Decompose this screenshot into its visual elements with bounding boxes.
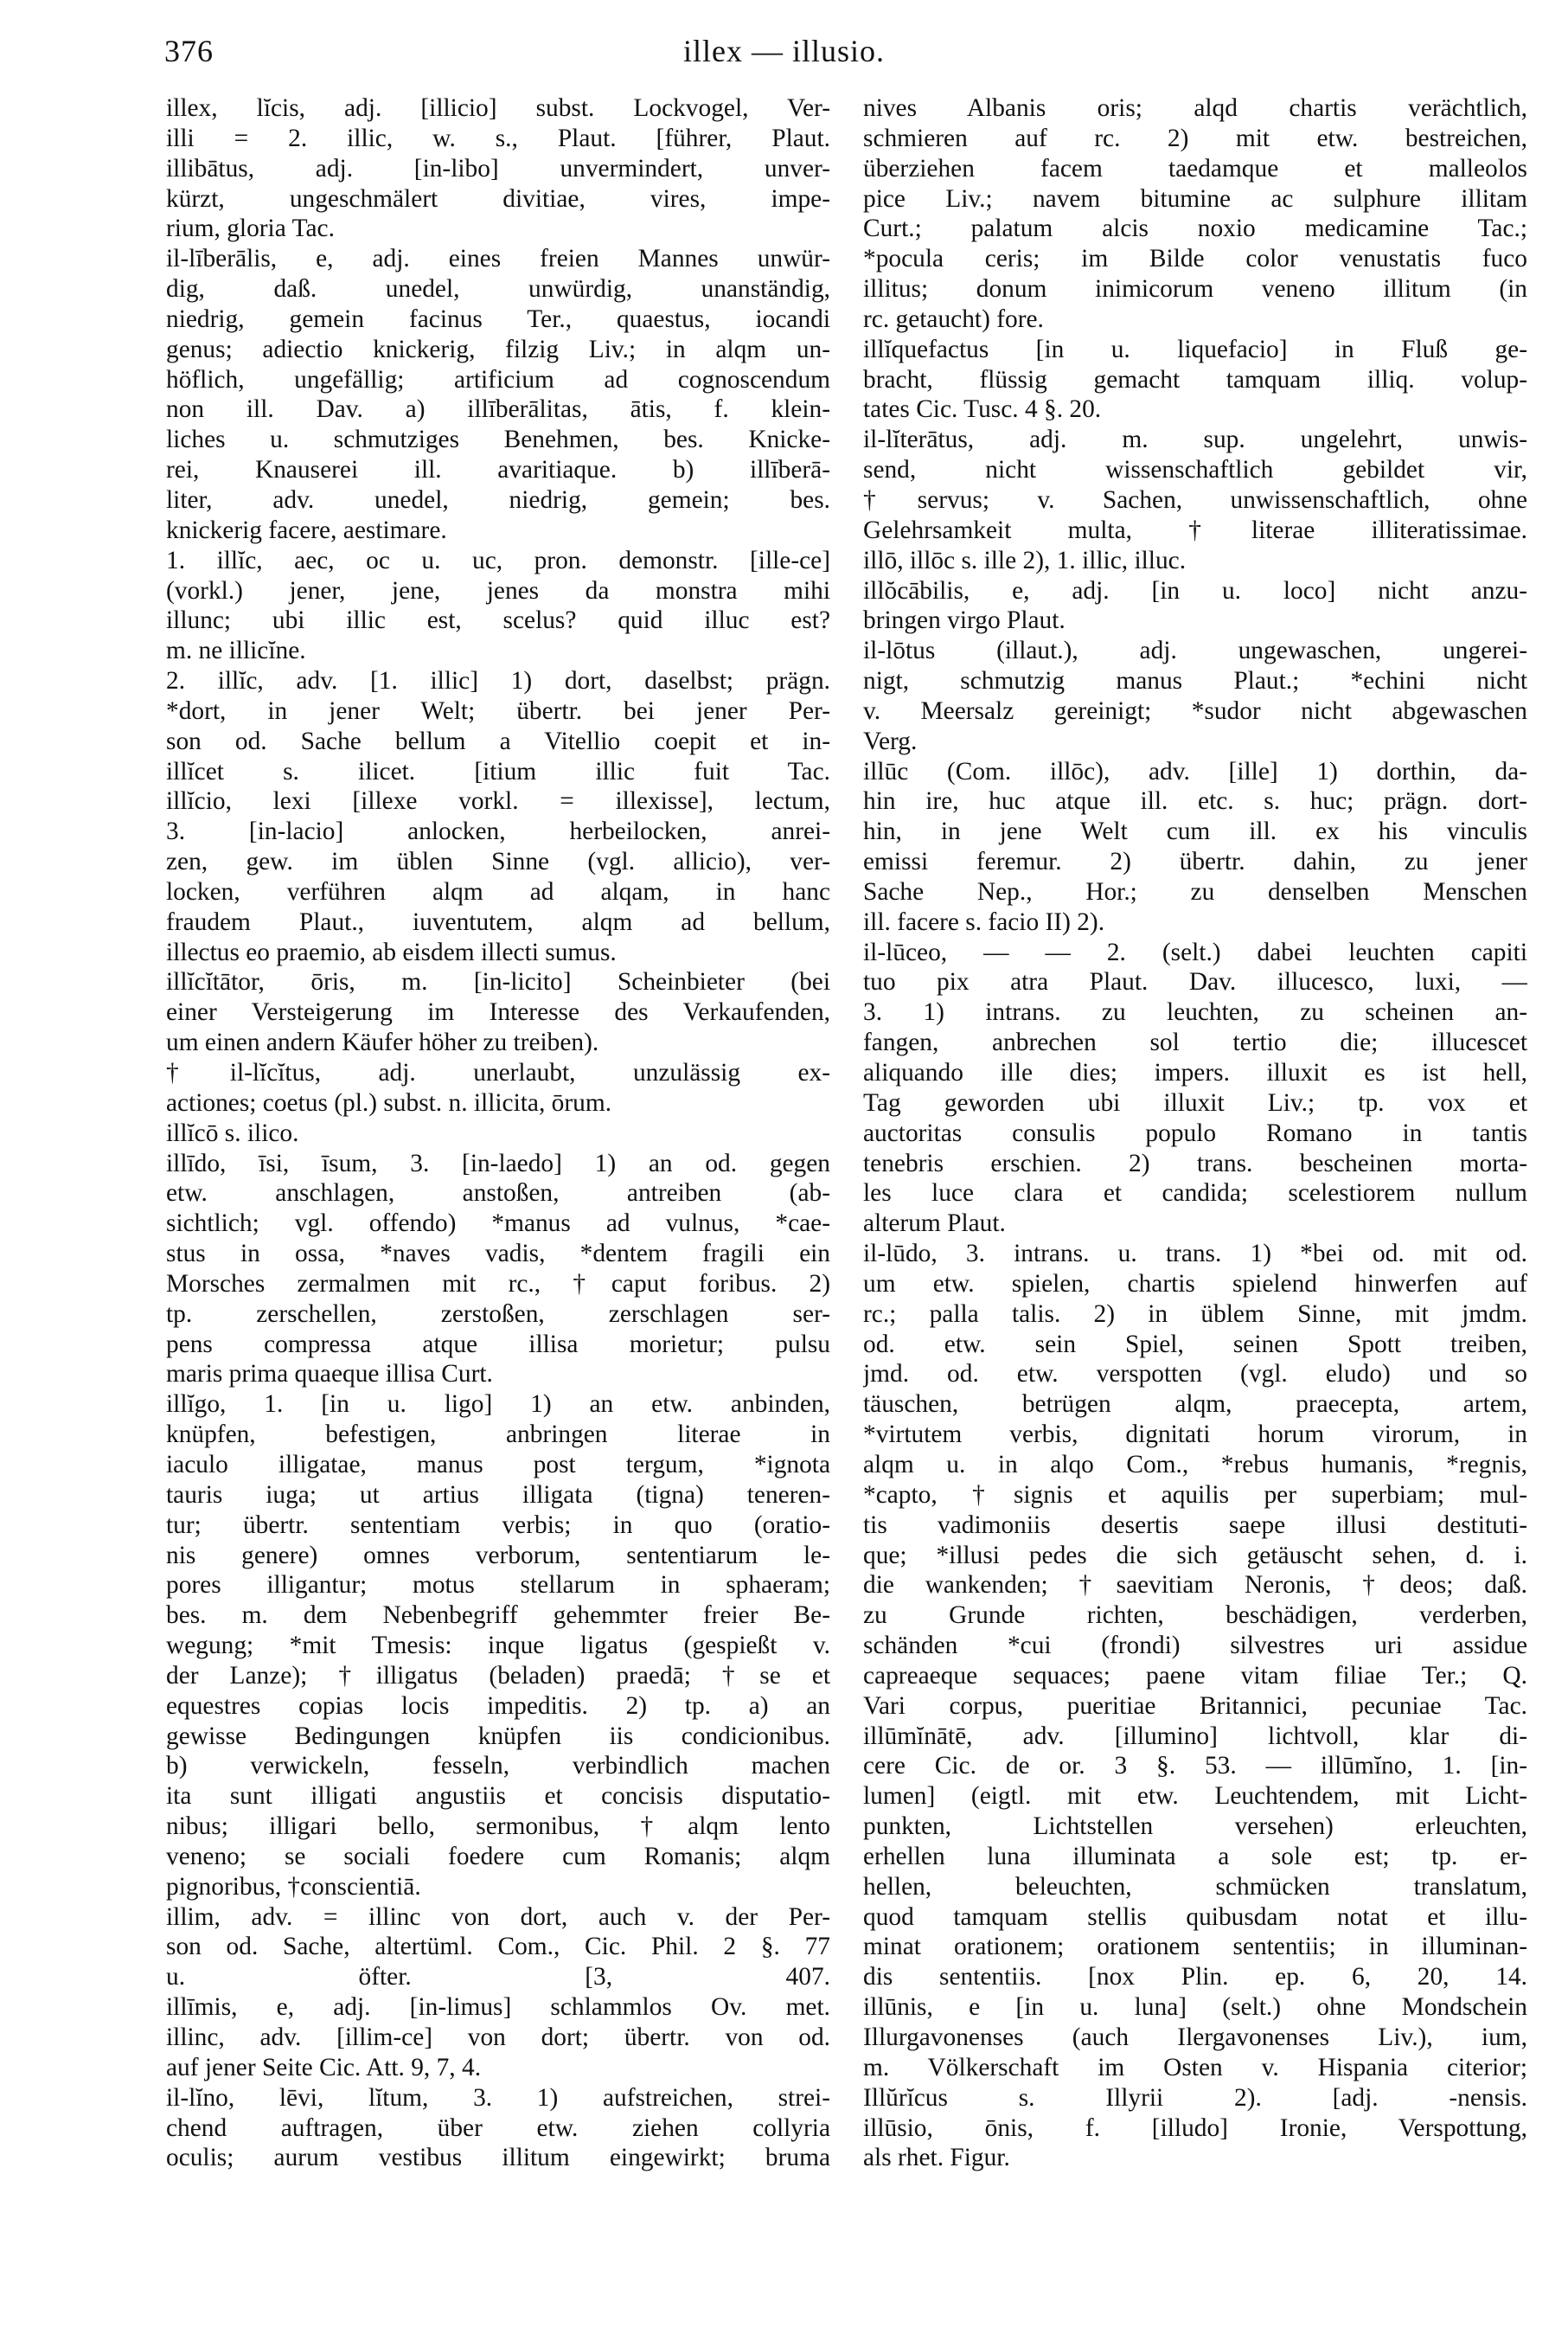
entry-line: fangen, anbrechen sol tertio die; illucescet — [863, 1029, 1527, 1057]
entry-line: illĭcet s. ilicet. [itium illic fuit Tac. — [166, 757, 830, 786]
entry-line: il-lōtus (illaut.), adj. ungewaschen, ungerei- — [863, 637, 1527, 665]
entry-line: schänden *cui (frondi) silvestres uri assidue — [863, 1632, 1527, 1660]
entry-line: pice Liv.; navem bitumine ac sulphure illitam — [863, 184, 1527, 213]
entry-line: rium, gloria Tac. — [166, 215, 335, 243]
entry-line: oculis; aurum vestibus illitum eingewirkt; bruma — [166, 2144, 830, 2172]
entry-line: †il-lĭcĭtus, adj. unerlaubt, unzulässig ex- — [166, 1059, 830, 1087]
entry-line: knüpfen, befestigen, anbringen literae in — [166, 1421, 830, 1449]
entry-line: minat orationem; orationem sententiis; in illuminan- — [863, 1933, 1527, 1961]
entry-line: einer Versteigerung im Interesse des Verkaufenden, — [166, 998, 830, 1027]
entry-line: die wankenden; †saevitiam Neronis, †deos; daß. — [863, 1571, 1527, 1600]
entry-line: il-lĭterātus, adj. m. sup. ungelehrt, unwis- — [863, 426, 1527, 454]
entry-line: son od. Sache bellum a Vitellio coepit et in- — [166, 727, 830, 755]
entry-line: etw. anschlagen, anstoßen, antreiben (ab- — [166, 1179, 830, 1208]
entry-line: jmd. od. etw. verspotten (vgl. eludo) und so — [863, 1360, 1527, 1388]
entry-line: zu Grunde richten, beschädigen, verderben, — [863, 1601, 1527, 1630]
entry-line: tur; übertr. sententiam verbis; in quo (oratio- — [166, 1510, 830, 1539]
entry-line: illūc (Com. illōc), adv. [ille] 1) dorthin, da- — [863, 757, 1527, 786]
entry-line: rei, Knauserei ill. avaritiaque. b) illīberā- — [166, 456, 830, 484]
entry-line: Morsches zermalmen mit rc., †caput foribus. 2) — [166, 1269, 830, 1298]
left-column — [166, 93, 830, 2173]
entry-line: illibātus, adj. [in-libo] unvermindert, unver- — [166, 154, 830, 183]
entry-line: gewisse Bedingungen knüpfen iis condicionibus. — [166, 1722, 830, 1750]
entry-line: 2. illĭc, adv. [1. illic] 1) dort, daselbst; prägn. — [166, 667, 830, 696]
entry-line: auctoritas consulis populo Romano in tantis — [863, 1119, 1527, 1147]
running-title: illex — illusio. — [682, 34, 885, 68]
entry-line: überziehen facem taedamque et malleolos — [863, 154, 1527, 183]
entry-line: pens compressa atque illisa morietur; pulsu — [166, 1330, 830, 1358]
entry-line: höflich, ungefällig; artificium ad cognoscendum — [166, 365, 830, 394]
entry-line: nigt, schmutzig manus Plaut.; *echini nicht — [863, 667, 1527, 696]
entry-line: nibus; illigari bello, sermonibus, †alqm lento — [166, 1812, 830, 1841]
entry-line: il-lūceo, — — 2. (selt.) dabei leuchten capiti — [863, 938, 1527, 966]
entry-line: les luce clara et candida; scelestiorem nullum — [863, 1179, 1527, 1208]
entry-line: nis genere) omnes verborum, sententiarum le- — [166, 1541, 830, 1569]
entry-line: emissi feremur. 2) übertr. dahin, zu jener — [863, 848, 1527, 876]
entry-line: actiones; coetus (pl.) subst. n. illicita, ōrum. — [166, 1088, 612, 1117]
entry-line: 3. [in-lacio] anlocken, herbeilocken, anrei- — [166, 818, 830, 846]
entry-line: zen, gew. im üblen Sinne (vgl. allicio), ver- — [166, 848, 830, 876]
entry-line: genus; adiectio knickerig, filzig Liv.; in alqm un- — [166, 335, 830, 363]
entry-line: rc. getaucht) fore. — [863, 305, 1044, 333]
entry-line: alterum Plaut. — [863, 1209, 1006, 1238]
entry-line: alqm u. in alqo Com., *rebus humanis, *regnis, — [863, 1450, 1527, 1478]
entry-line: illĭquefactus [in u. liquefacio] in Fluß ge- — [863, 335, 1527, 363]
entry-line: kürzt, ungeschmälert divitiae, vires, impe- — [166, 184, 830, 213]
entry-line: illūnis, e [in u. luna] (selt.) ohne Mondschein — [863, 1993, 1527, 2022]
entry-line: fraudem Plaut., iuventutem, alqm ad bellum, — [166, 907, 830, 936]
entry-line: dig, daß. unedel, unwürdig, unanständig, — [166, 275, 830, 304]
entry-line: knickerig facere, aestimare. — [166, 516, 447, 544]
entry-line: illim, adv. = illinc von dort, auch v. der Per- — [166, 1902, 830, 1931]
entry-line: maris prima quaeque illisa Curt. — [166, 1360, 493, 1388]
entry-line: nives Albanis oris; alqd chartis verächtlich, — [863, 94, 1527, 122]
entry-line: illĭcĭtātor, ōris, m. [in-licito] Scheinbieter (bei — [166, 968, 830, 997]
page-number: 376 — [164, 34, 214, 68]
entry-line: Curt.; palatum alcis noxio medicamine Tac.; — [863, 215, 1527, 243]
page-header — [0, 26, 1568, 78]
entry-line: ita sunt illigati angustiis et concisis disputatio- — [166, 1782, 830, 1811]
entry-line: Tag geworden ubi illuxit Liv.; tp. vox et — [863, 1088, 1527, 1117]
entry-line: equestres copias locis impeditis. 2) tp. a) an — [166, 1691, 830, 1720]
entry-line: tauris iuga; ut artius illigata (tigna) teneren- — [166, 1480, 830, 1509]
entry-line: veneno; se sociali foedere cum Romanis; alqm — [166, 1842, 830, 1870]
entry-line: tates Cic. Tusc. 4 §. 20. — [863, 395, 1102, 424]
entry-line: bes. m. dem Nebenbegriff gehemmter freier Be- — [166, 1601, 830, 1630]
entry-line: täuschen, betrügen alqm, praecepta, artem, — [863, 1390, 1527, 1419]
entry-line: liter, adv. unedel, niedrig, gemein; bes. — [166, 485, 830, 514]
entry-line: v. Meersalz gereinigt; *sudor nicht abgewaschen — [863, 696, 1527, 725]
entry-line: il-līberālis, e, adj. eines freien Mannes unwür- — [166, 245, 830, 273]
entry-line: bringen virgo Plaut. — [863, 606, 1066, 635]
entry-line: illunc; ubi illic est, scelus? quid illuc est? — [166, 606, 830, 635]
entry-line: stus in ossa, *naves vadis, *dentem fragili ein — [166, 1240, 830, 1268]
entry-line: illīdo, īsi, īsum, 3. [in-laedo] 1) an od. gegen — [166, 1149, 830, 1177]
entry-line: liches u. schmutziges Benehmen, bes. Knicke- — [166, 426, 830, 454]
entry-line: il-lĭno, lēvi, lĭtum, 3. 1) aufstreichen, strei- — [166, 2083, 830, 2112]
entry-line: b) verwickeln, fesseln, verbindlich machen — [166, 1752, 830, 1780]
entry-line: illĭcio, lexi [illexe vorkl. = illexisse], lectum, — [166, 787, 830, 816]
entry-line: aliquando ille dies; impers. illuxit es ist hell, — [863, 1059, 1527, 1087]
entry-line: 3. 1) intrans. zu leuchten, zu scheinen an- — [863, 998, 1527, 1027]
entry-line: pignoribus, †conscientiā. — [166, 1872, 421, 1901]
entry-line: Sache Nep., Hor.; zu denselben Menschen — [863, 877, 1527, 906]
entry-line: ill. facere s. facio II) 2). — [863, 907, 1105, 936]
entry-line: schmieren auf rc. 2) mit etw. bestreichen, — [863, 124, 1527, 152]
entry-line: wegung; *mit Tmesis: inque ligatus (gespießt v. — [166, 1632, 830, 1660]
entry-line: illūmĭnātē, adv. [illumino] lichtvoll, klar di- — [863, 1722, 1527, 1750]
entry-line: auf jener Seite Cic. Att. 9, 7, 4. — [166, 2053, 482, 2081]
entry-line: *capto, †signis et aquilis per superbiam; mul- — [863, 1480, 1527, 1509]
entry-line: illĭcō s. ilico. — [166, 1119, 299, 1147]
entry-line: Illurgavonenses (auch Ilergavonenses Liv.), ium, — [863, 2023, 1527, 2051]
entry-line: rc.; palla talis. 2) in üblem Sinne, mit jmdm. — [863, 1299, 1527, 1328]
entry-line: pores illigantur; motus stellarum in sphaeram; — [166, 1571, 830, 1600]
entry-line: que; *illusi pedes die sich getäuscht sehen, d. i. — [863, 1541, 1527, 1569]
entry-line: send, nicht wissenschaftlich gebildet vir, — [863, 456, 1527, 484]
entry-line: als rhet. Figur. — [863, 2144, 1010, 2172]
entry-line: quod tamquam stellis quibusdam notat et illu- — [863, 1902, 1527, 1931]
entry-line: illŏcābilis, e, adj. [in u. loco] nicht anzu- — [863, 576, 1527, 605]
entry-line: Gelehrsamkeit multa, †literae illiteratissimae. — [863, 516, 1527, 544]
entry-line: locken, verführen alqm ad alqam, in hanc — [166, 877, 830, 906]
entry-line: u. öfter. [3, 407. — [166, 1963, 830, 1991]
entry-line: dis sententiis. [nox Plin. ep. 6, 20, 14. — [863, 1963, 1527, 1991]
entry-line: illīmis, e, adj. [in-limus] schlammlos Ov. met. — [166, 1993, 830, 2022]
entry-line: lumen] (eigtl. mit etw. Leuchtendem, mit Licht- — [863, 1782, 1527, 1811]
entry-line: cere Cic. de or. 3 §. 53. — illūmĭno, 1. [in- — [863, 1752, 1527, 1780]
entry-line: chend auftragen, über etw. ziehen collyria — [166, 2113, 830, 2142]
entry-line: son od. Sache, altertüml. Com., Cic. Phil. 2 §. 77 — [166, 1933, 830, 1961]
entry-line: illectus eo praemio, ab eisdem illecti sumus. — [166, 938, 617, 966]
entry-line: *dort, in jener Welt; übertr. bei jener Per- — [166, 696, 830, 725]
entry-line: illūsio, ōnis, f. [illudo] Ironie, Verspottung, — [863, 2113, 1527, 2142]
entry-line: um einen andern Käufer höher zu treiben). — [166, 1029, 599, 1057]
entry-line: m. ne illicĭne. — [166, 637, 306, 665]
entry-line: punkten, Lichtstellen versehen) erleuchten, — [863, 1812, 1527, 1841]
entry-line: tp. zerschellen, zerstoßen, zerschlagen ser- — [166, 1299, 830, 1328]
entry-line: capreaeque sequaces; paene vitam filiae Ter.; Q. — [863, 1661, 1527, 1690]
entry-line: der Lanze); †illigatus (beladen) praedā; †se et — [166, 1661, 830, 1690]
entry-line: bracht, flüssig gemacht tamquam illiq. volup- — [863, 365, 1527, 394]
entry-line: sichtlich; vgl. offendo) *manus ad vulnus, *cae- — [166, 1209, 830, 1238]
entry-line: Illŭrĭcus s. Illyrii 2). [adj. -nensis. — [863, 2083, 1527, 2112]
entry-line: tis vadimoniis desertis saepe illusi destituti- — [863, 1510, 1527, 1539]
entry-line: non ill. Dav. a) illīberālitas, ātis, f. klein- — [166, 395, 830, 424]
entry-line: erhellen luna illuminata a sole est; tp. er- — [863, 1842, 1527, 1870]
entry-line: hin ire, huc atque ill. etc. s. huc; prägn. dort- — [863, 787, 1527, 816]
entry-line: illinc, adv. [illim-ce] von dort; übertr. von od. — [166, 2023, 830, 2051]
entry-line: illitus; donum inimicorum veneno illitum (in — [863, 275, 1527, 304]
entry-line: hellen, beleuchten, schmücken translatum, — [863, 1872, 1527, 1901]
entry-line: od. etw. sein Spiel, seinen Spott treiben, — [863, 1330, 1527, 1358]
entry-line: illex, lĭcis, adj. [illicio] subst. Lockvogel, Ver- — [166, 94, 830, 122]
entry-line: m. Völkerschaft im Osten v. Hispania citerior; — [863, 2053, 1527, 2081]
right-column — [863, 93, 1527, 2173]
entry-line: †servus; v. Sachen, unwissenschaftlich, ohne — [863, 485, 1527, 514]
entry-line: Vari corpus, pueritiae Britannici, pecuniae Tac. — [863, 1691, 1527, 1720]
entry-line: Verg. — [863, 727, 918, 755]
entry-line: tenebris erschien. 2) trans. bescheinen morta- — [863, 1149, 1527, 1177]
entry-line: illi = 2. illic, w. s., Plaut. [führer, Plaut. — [166, 124, 830, 152]
entry-line: um etw. spielen, chartis spielend hinwerfen auf — [863, 1269, 1527, 1298]
entry-line: illĭgo, 1. [in u. ligo] 1) an etw. anbinden, — [166, 1390, 830, 1419]
entry-line: tuo pix atra Plaut. Dav. illucesco, luxi, — — [863, 968, 1527, 997]
entry-line: 1. illĭc, aec, oc u. uc, pron. demonstr. [ille-ce] — [166, 546, 830, 574]
entry-line: *pocula ceris; im Bilde color venustatis fuco — [863, 245, 1527, 273]
entry-line: illō, illōc s. ille 2), 1. illic, illuc. — [863, 546, 1187, 574]
entry-line: (vorkl.) jener, jene, jenes da monstra mihi — [166, 576, 830, 605]
entry-line: hin, in jene Welt cum ill. ex his vinculis — [863, 818, 1527, 846]
entry-line: niedrig, gemein facinus Ter., quaestus, iocandi — [166, 305, 830, 333]
entry-line: *virtutem verbis, dignitati horum virorum, in — [863, 1421, 1527, 1449]
entry-line: il-lūdo, 3. intrans. u. trans. 1) *bei od. mit od. — [863, 1240, 1527, 1268]
entry-line: iaculo illigatae, manus post tergum, *ignota — [166, 1450, 830, 1478]
